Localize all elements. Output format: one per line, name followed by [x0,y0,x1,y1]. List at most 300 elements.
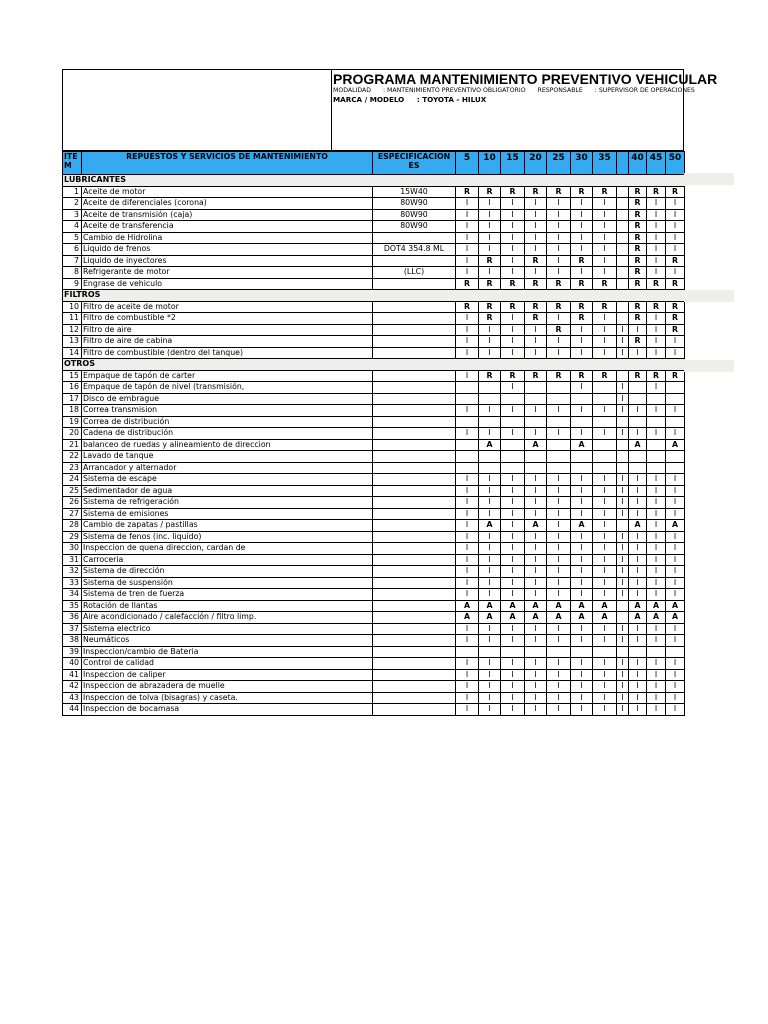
item-spec: 80W90 [373,221,456,233]
item-number: 21 [63,439,82,451]
interval-cell [525,451,547,463]
interval-cell: R [666,255,685,267]
interval-cell: R [501,278,525,290]
interval-cell: I [547,347,571,359]
interval-cell: I [501,692,525,704]
item-spec: (LLC) [373,267,456,279]
interval-cell: I [456,428,479,440]
table-row [63,589,685,601]
item-number: 38 [63,635,82,647]
interval-cell: A [629,612,647,624]
interval-cell: I [617,347,629,359]
interval-cell: I [456,336,479,348]
interval-cell: I [666,692,685,704]
interval-cell [617,612,629,624]
interval-cell: R [629,255,647,267]
interval-cell: I [666,589,685,601]
interval-cell: I [617,393,629,405]
interval-cell [647,416,666,428]
interval-cell [666,462,685,474]
interval-cell: I [547,198,571,210]
interval-cell [647,451,666,463]
interval-cell: I [501,405,525,417]
interval-cell: I [593,347,617,359]
interval-cell: I [647,554,666,566]
interval-cell: I [647,589,666,601]
interval-cell: I [525,347,547,359]
interval-cell: R [571,278,593,290]
interval-cell: I [571,244,593,256]
interval-cell: R [593,301,617,313]
interval-cell: I [525,336,547,348]
interval-cell: I [593,508,617,520]
table-row [63,370,685,382]
item-number: 14 [63,347,82,359]
interval-cell: A [525,520,547,532]
interval-cell: R [629,186,647,198]
item-spec: 80W90 [373,198,456,210]
interval-cell: I [479,347,501,359]
col-header-interval [617,152,629,175]
interval-cell: R [547,186,571,198]
interval-cell: I [501,313,525,325]
interval-cell: I [479,669,501,681]
interval-cell: I [629,347,647,359]
item-number: 36 [63,612,82,624]
interval-cell: R [629,336,647,348]
interval-cell: I [629,669,647,681]
interval-cell: I [617,554,629,566]
interval-cell: I [666,474,685,486]
interval-cell: I [525,244,547,256]
item-spec: DOT4 354.8 ML [373,244,456,256]
item-spec: 15W40 [373,186,456,198]
interval-cell [571,451,593,463]
item-number: 41 [63,669,82,681]
interval-cell [501,462,525,474]
col-header-interval: 10 [479,152,501,175]
interval-cell: I [666,405,685,417]
item-spec [373,520,456,532]
item-name: Empaque de tapón de nivel (transmisión, [82,382,373,394]
item-name: Liquido de frenos [82,244,373,256]
interval-cell: I [617,623,629,635]
interval-cell: I [479,635,501,647]
table-header-row [63,152,685,175]
col-header-interval: 5 [456,152,479,175]
interval-cell: I [525,232,547,244]
interval-cell: I [547,497,571,509]
table-row [63,382,685,394]
interval-cell: I [666,244,685,256]
interval-cell: A [479,612,501,624]
table-row [63,336,685,348]
interval-cell: I [501,255,525,267]
interval-cell: I [525,474,547,486]
interval-cell: I [547,221,571,233]
item-number: 2 [63,198,82,210]
item-number: 12 [63,324,82,336]
interval-cell: I [617,497,629,509]
col-header-interval: 25 [547,152,571,175]
interval-cell: I [525,704,547,716]
interval-cell: I [647,324,666,336]
interval-cell: R [629,301,647,313]
interval-cell: R [501,186,525,198]
interval-cell: R [629,267,647,279]
item-name: Sistema de dirección [82,566,373,578]
interval-cell: I [456,474,479,486]
interval-cell [647,439,666,451]
interval-cell: A [479,520,501,532]
item-spec [373,669,456,681]
item-spec [373,600,456,612]
interval-cell: R [666,370,685,382]
interval-cell [525,416,547,428]
interval-cell: I [593,623,617,635]
interval-cell: I [617,531,629,543]
interval-cell: I [647,497,666,509]
interval-cell: I [666,704,685,716]
interval-cell: I [647,658,666,670]
interval-cell: I [456,566,479,578]
interval-cell: I [666,531,685,543]
interval-cell: I [666,669,685,681]
interval-cell [617,451,629,463]
interval-cell: I [571,347,593,359]
interval-cell: R [629,198,647,210]
item-name: Filtro de combustible (dentro del tanque) [82,347,373,359]
interval-cell: I [593,336,617,348]
interval-cell: I [666,566,685,578]
interval-cell: I [547,635,571,647]
interval-cell: I [666,336,685,348]
interval-cell: I [547,577,571,589]
interval-cell: I [456,347,479,359]
table-row [63,485,685,497]
item-number: 16 [63,382,82,394]
interval-cell: I [617,692,629,704]
interval-cell: A [456,612,479,624]
interval-cell: I [525,589,547,601]
interval-cell: I [456,669,479,681]
item-name: Neumáticos [82,635,373,647]
interval-cell [617,646,629,658]
interval-cell [593,451,617,463]
interval-cell: I [593,485,617,497]
interval-cell: I [593,428,617,440]
item-number: 42 [63,681,82,693]
item-name: Liquido de inyectores [82,255,373,267]
interval-cell: I [525,497,547,509]
item-number: 9 [63,278,82,290]
item-spec [373,451,456,463]
interval-cell: I [479,267,501,279]
interval-cell: I [617,577,629,589]
section-row [63,359,685,371]
interval-cell [456,382,479,394]
interval-cell: I [593,658,617,670]
item-name: Refrigerante de motor [82,267,373,279]
interval-cell: R [479,278,501,290]
interval-cell [629,416,647,428]
interval-cell: I [456,209,479,221]
interval-cell: R [547,370,571,382]
interval-cell [456,393,479,405]
interval-cell [547,416,571,428]
item-number: 34 [63,589,82,601]
interval-cell [479,646,501,658]
item-spec [373,485,456,497]
subtitle-line-1 [333,87,695,95]
table-row [63,531,685,543]
interval-cell: I [547,669,571,681]
item-name: Sistema de escape [82,474,373,486]
interval-cell: I [617,428,629,440]
interval-cell: I [501,589,525,601]
interval-cell: I [547,566,571,578]
interval-cell [456,416,479,428]
item-number: 15 [63,370,82,382]
interval-cell: I [547,209,571,221]
interval-cell: I [456,370,479,382]
item-name: Sistema de emisiones [82,508,373,520]
interval-cell: I [617,704,629,716]
interval-cell: I [593,531,617,543]
interval-cell: I [647,267,666,279]
interval-cell: I [547,589,571,601]
item-spec [373,612,456,624]
interval-cell: I [647,428,666,440]
interval-cell: I [547,623,571,635]
interval-cell: R [525,255,547,267]
item-number: 23 [63,462,82,474]
table-row [63,635,685,647]
subtitle-line-2 [333,95,683,104]
interval-cell: A [501,612,525,624]
interval-cell: I [479,531,501,543]
interval-cell: R [571,370,593,382]
interval-cell: R [479,255,501,267]
section-band-extension [684,290,734,302]
interval-cell: I [501,324,525,336]
interval-cell: I [525,554,547,566]
item-name: Filtro de aire [82,324,373,336]
item-name: Rotación de llantas [82,600,373,612]
interval-cell: I [666,232,685,244]
interval-cell: I [666,554,685,566]
interval-cell: I [479,543,501,555]
interval-cell: I [501,485,525,497]
interval-cell [547,462,571,474]
interval-cell: I [571,497,593,509]
interval-cell [525,393,547,405]
interval-cell [456,462,479,474]
interval-cell: I [666,658,685,670]
section-title: LUBRICANTES [63,175,456,187]
interval-cell: R [525,186,547,198]
interval-cell: I [501,543,525,555]
logo-placeholder [63,70,332,150]
interval-cell: I [617,566,629,578]
interval-cell: I [456,244,479,256]
item-spec [373,566,456,578]
interval-cell [547,393,571,405]
item-name: Arrancador y alternador [82,462,373,474]
interval-cell [647,393,666,405]
table-row [63,474,685,486]
interval-cell: I [617,543,629,555]
interval-cell: I [629,589,647,601]
interval-cell: I [647,566,666,578]
item-number: 31 [63,554,82,566]
interval-cell: A [479,600,501,612]
interval-cell: I [647,382,666,394]
interval-cell [617,232,629,244]
item-number: 18 [63,405,82,417]
item-number: 33 [63,577,82,589]
table-row [63,244,685,256]
table-row [63,508,685,520]
item-name: Engrase de vehiculo [82,278,373,290]
interval-cell: I [547,485,571,497]
interval-cell: I [571,623,593,635]
section-row [63,175,685,187]
interval-cell: I [547,336,571,348]
interval-cell: I [479,474,501,486]
interval-cell: I [501,232,525,244]
interval-cell: A [647,612,666,624]
interval-cell: I [525,198,547,210]
item-spec [373,704,456,716]
item-number: 11 [63,313,82,325]
interval-cell: I [629,508,647,520]
interval-cell: I [456,623,479,635]
interval-cell: I [647,485,666,497]
item-spec [373,462,456,474]
interval-cell: I [647,232,666,244]
item-name: Lavado de tanque [82,451,373,463]
interval-cell [617,221,629,233]
interval-cell: I [525,692,547,704]
interval-cell: R [525,278,547,290]
item-number: 6 [63,244,82,256]
interval-cell [617,520,629,532]
interval-cell: I [593,681,617,693]
interval-cell: I [525,623,547,635]
table-row [63,393,685,405]
item-name: Inspeccion/cambio de Bateria [82,646,373,658]
interval-cell: A [547,600,571,612]
interval-cell: I [571,566,593,578]
interval-cell: I [525,566,547,578]
item-spec [373,393,456,405]
table-row [63,428,685,440]
item-name: Inspeccion de bocamasa [82,704,373,716]
interval-cell [617,301,629,313]
interval-cell: R [647,278,666,290]
interval-cell: I [571,474,593,486]
interval-cell: A [456,600,479,612]
interval-cell: R [525,301,547,313]
interval-cell: A [571,612,593,624]
item-name: balanceo de ruedas y alineamiento de direccion [82,439,373,451]
col-header-interval: 15 [501,152,525,175]
table-row [63,497,685,509]
item-number: 17 [63,393,82,405]
interval-cell: I [666,221,685,233]
interval-cell [617,244,629,256]
interval-cell: I [501,623,525,635]
interval-cell: R [501,301,525,313]
interval-cell: I [456,313,479,325]
item-number: 10 [63,301,82,313]
interval-cell: I [593,209,617,221]
interval-cell: I [593,497,617,509]
interval-cell: I [647,405,666,417]
interval-cell [593,646,617,658]
interval-cell [647,646,666,658]
item-spec [373,658,456,670]
interval-cell: I [617,485,629,497]
interval-cell [617,439,629,451]
interval-cell: I [456,531,479,543]
item-number: 20 [63,428,82,440]
interval-cell: R [593,278,617,290]
item-spec [373,405,456,417]
item-name: Sistema de fenos (inc. liquido) [82,531,373,543]
interval-cell: A [571,439,593,451]
item-number: 28 [63,520,82,532]
table-row [63,267,685,279]
table-row [63,324,685,336]
interval-cell: I [479,692,501,704]
interval-cell: I [629,497,647,509]
col-header-interval: 45 [647,152,666,175]
interval-cell [617,267,629,279]
section-fill [456,290,685,302]
interval-cell: A [666,612,685,624]
interval-cell: I [479,405,501,417]
interval-cell [629,451,647,463]
interval-cell: I [629,474,647,486]
maintenance-table [62,151,685,716]
interval-cell: I [479,232,501,244]
maintenance-sheet [62,69,718,716]
interval-cell: R [547,324,571,336]
interval-cell: A [647,600,666,612]
interval-cell: I [617,681,629,693]
item-number: 43 [63,692,82,704]
interval-cell: I [479,577,501,589]
interval-cell [617,198,629,210]
responsable-label: RESPONSABLE [537,87,583,94]
item-number: 4 [63,221,82,233]
interval-cell: R [456,186,479,198]
interval-cell: I [501,336,525,348]
table-row [63,692,685,704]
interval-cell [617,416,629,428]
interval-cell: I [525,681,547,693]
interval-cell: I [479,508,501,520]
interval-cell: I [647,313,666,325]
interval-cell: R [629,221,647,233]
item-spec [373,382,456,394]
interval-cell: I [501,566,525,578]
interval-cell: I [501,347,525,359]
interval-cell: I [479,428,501,440]
interval-cell: I [456,635,479,647]
